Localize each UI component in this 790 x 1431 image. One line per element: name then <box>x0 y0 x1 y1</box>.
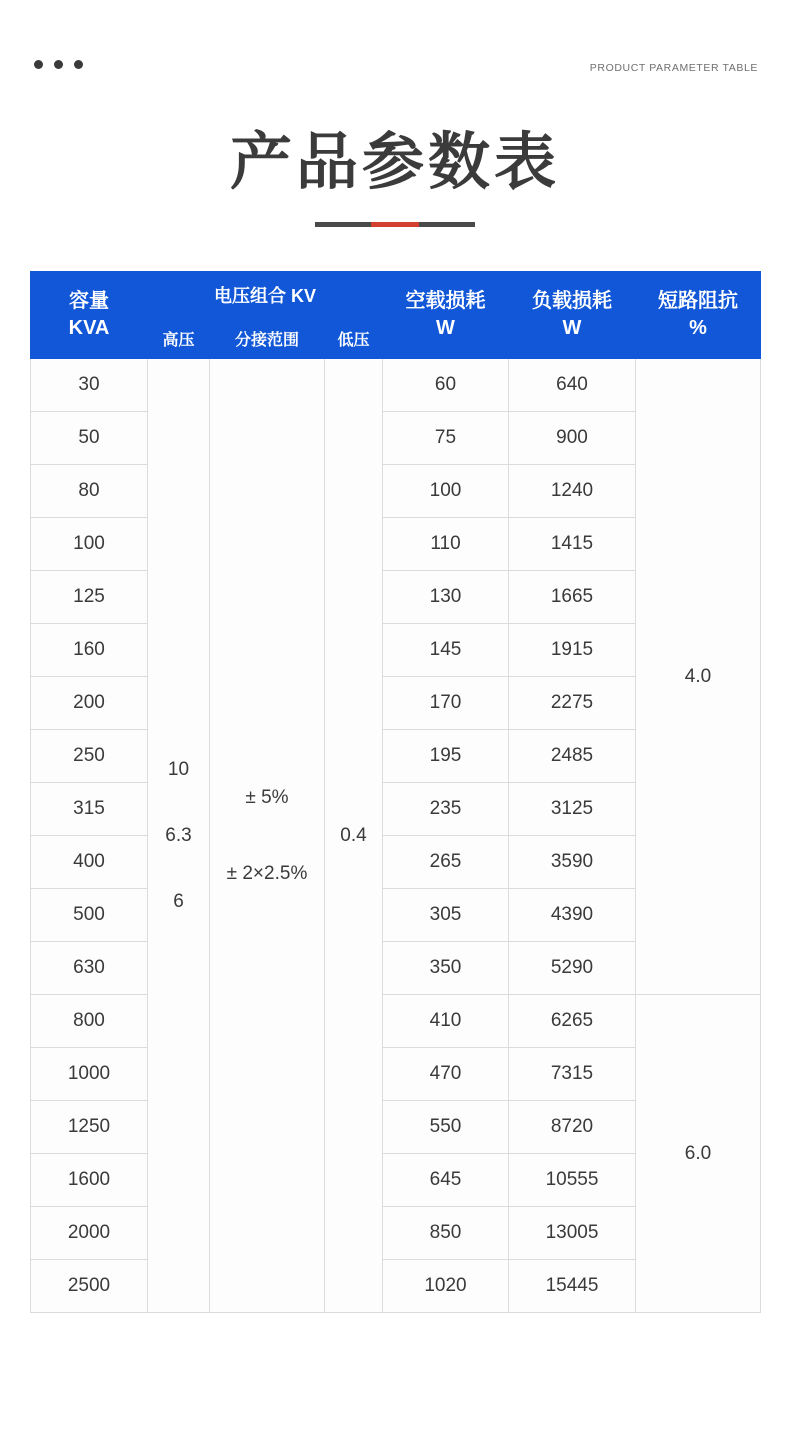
cell-capacity: 250 <box>31 730 148 783</box>
cell-capacity: 50 <box>31 412 148 465</box>
page-title-block <box>0 125 790 227</box>
header-no-load-loss <box>383 272 509 359</box>
cell-lv-merged: 0.4 <box>325 359 383 1313</box>
cell-load-loss: 3590 <box>509 836 636 889</box>
header-voltage-group: 电压组合 KV <box>148 272 383 319</box>
header-capacity <box>31 272 148 359</box>
cell-impedance-group: 6.0 <box>636 995 761 1313</box>
cell-load-loss: 7315 <box>509 1048 636 1101</box>
table-body <box>31 359 761 1313</box>
cell-capacity: 2000 <box>31 1207 148 1260</box>
cell-no-load-loss: 645 <box>383 1154 509 1207</box>
cell-no-load-loss: 130 <box>383 571 509 624</box>
cell-capacity: 1250 <box>31 1101 148 1154</box>
header-impedance <box>636 272 761 359</box>
cell-capacity: 100 <box>31 518 148 571</box>
hv-value: 6 <box>173 890 184 912</box>
cell-impedance-group: 4.0 <box>636 359 761 995</box>
cell-load-loss: 1240 <box>509 465 636 518</box>
table-header-row-1 <box>31 272 761 319</box>
page-title: 产品参数表 <box>229 125 560 198</box>
cell-capacity: 400 <box>31 836 148 889</box>
cell-no-load-loss: 75 <box>383 412 509 465</box>
product-parameter-table <box>30 271 761 1313</box>
title-divider-accent <box>371 222 419 227</box>
cell-no-load-loss: 170 <box>383 677 509 730</box>
header-impedance-line2: % <box>689 317 707 340</box>
cell-no-load-loss: 100 <box>383 465 509 518</box>
cell-load-loss: 10555 <box>509 1154 636 1207</box>
header-english-caption: PRODUCT PARAMETER TABLE <box>589 62 758 74</box>
title-divider <box>315 222 475 227</box>
cell-load-loss: 8720 <box>509 1101 636 1154</box>
cell-load-loss: 640 <box>509 359 636 412</box>
cell-load-loss: 5290 <box>509 942 636 995</box>
cell-capacity: 2500 <box>31 1260 148 1313</box>
header-tap-range: 分接范围 <box>210 319 325 359</box>
header-capacity-line2: KVA <box>68 317 110 340</box>
cell-load-loss: 1665 <box>509 571 636 624</box>
cell-no-load-loss: 60 <box>383 359 509 412</box>
cell-no-load-loss: 1020 <box>383 1260 509 1313</box>
header-lv: 低压 <box>325 319 383 359</box>
cell-load-loss: 6265 <box>509 995 636 1048</box>
cell-no-load-loss: 195 <box>383 730 509 783</box>
cell-capacity: 80 <box>31 465 148 518</box>
cell-no-load-loss: 550 <box>383 1101 509 1154</box>
header-hv: 高压 <box>148 319 210 359</box>
table-row <box>31 995 761 1048</box>
cell-load-loss: 1915 <box>509 624 636 677</box>
cell-load-loss: 13005 <box>509 1207 636 1260</box>
cell-load-loss: 2485 <box>509 730 636 783</box>
table-header <box>31 272 761 359</box>
cell-load-loss: 1415 <box>509 518 636 571</box>
cell-capacity: 315 <box>31 783 148 836</box>
cell-load-loss: 3125 <box>509 783 636 836</box>
cell-no-load-loss: 145 <box>383 624 509 677</box>
page-header <box>0 0 790 110</box>
cell-hv-merged <box>148 359 210 1313</box>
cell-capacity: 500 <box>31 889 148 942</box>
header-capacity-line1: 容量 <box>69 290 109 313</box>
tap-value: ± 5% <box>245 787 289 809</box>
hv-value: 6.3 <box>165 824 192 846</box>
cell-capacity: 125 <box>31 571 148 624</box>
cell-capacity: 800 <box>31 995 148 1048</box>
cell-tap-range-merged <box>210 359 325 1313</box>
cell-capacity: 160 <box>31 624 148 677</box>
table-row <box>31 359 761 412</box>
cell-load-loss: 4390 <box>509 889 636 942</box>
header-no-load-loss-line1: 空载损耗 <box>405 290 486 313</box>
cell-load-loss: 2275 <box>509 677 636 730</box>
tap-value: ± 2×2.5% <box>226 862 308 884</box>
three-dots-icon <box>34 60 83 69</box>
cell-load-loss: 15445 <box>509 1260 636 1313</box>
header-load-loss <box>509 272 636 359</box>
header-no-load-loss-line2: W <box>436 317 455 340</box>
cell-no-load-loss: 110 <box>383 518 509 571</box>
spec-table-wrapper <box>30 271 760 1313</box>
cell-no-load-loss: 850 <box>383 1207 509 1260</box>
cell-no-load-loss: 350 <box>383 942 509 995</box>
cell-capacity: 200 <box>31 677 148 730</box>
cell-capacity: 1000 <box>31 1048 148 1101</box>
header-load-loss-line1: 负载损耗 <box>532 290 612 313</box>
header-load-loss-line2: W <box>562 317 582 340</box>
cell-capacity: 1600 <box>31 1154 148 1207</box>
cell-capacity: 30 <box>31 359 148 412</box>
cell-no-load-loss: 410 <box>383 995 509 1048</box>
hv-value: 10 <box>167 758 190 780</box>
cell-no-load-loss: 235 <box>383 783 509 836</box>
cell-no-load-loss: 265 <box>383 836 509 889</box>
cell-load-loss: 900 <box>509 412 636 465</box>
cell-no-load-loss: 305 <box>383 889 509 942</box>
header-impedance-line1: 短路阻抗 <box>658 290 738 313</box>
cell-no-load-loss: 470 <box>383 1048 509 1101</box>
cell-capacity: 630 <box>31 942 148 995</box>
